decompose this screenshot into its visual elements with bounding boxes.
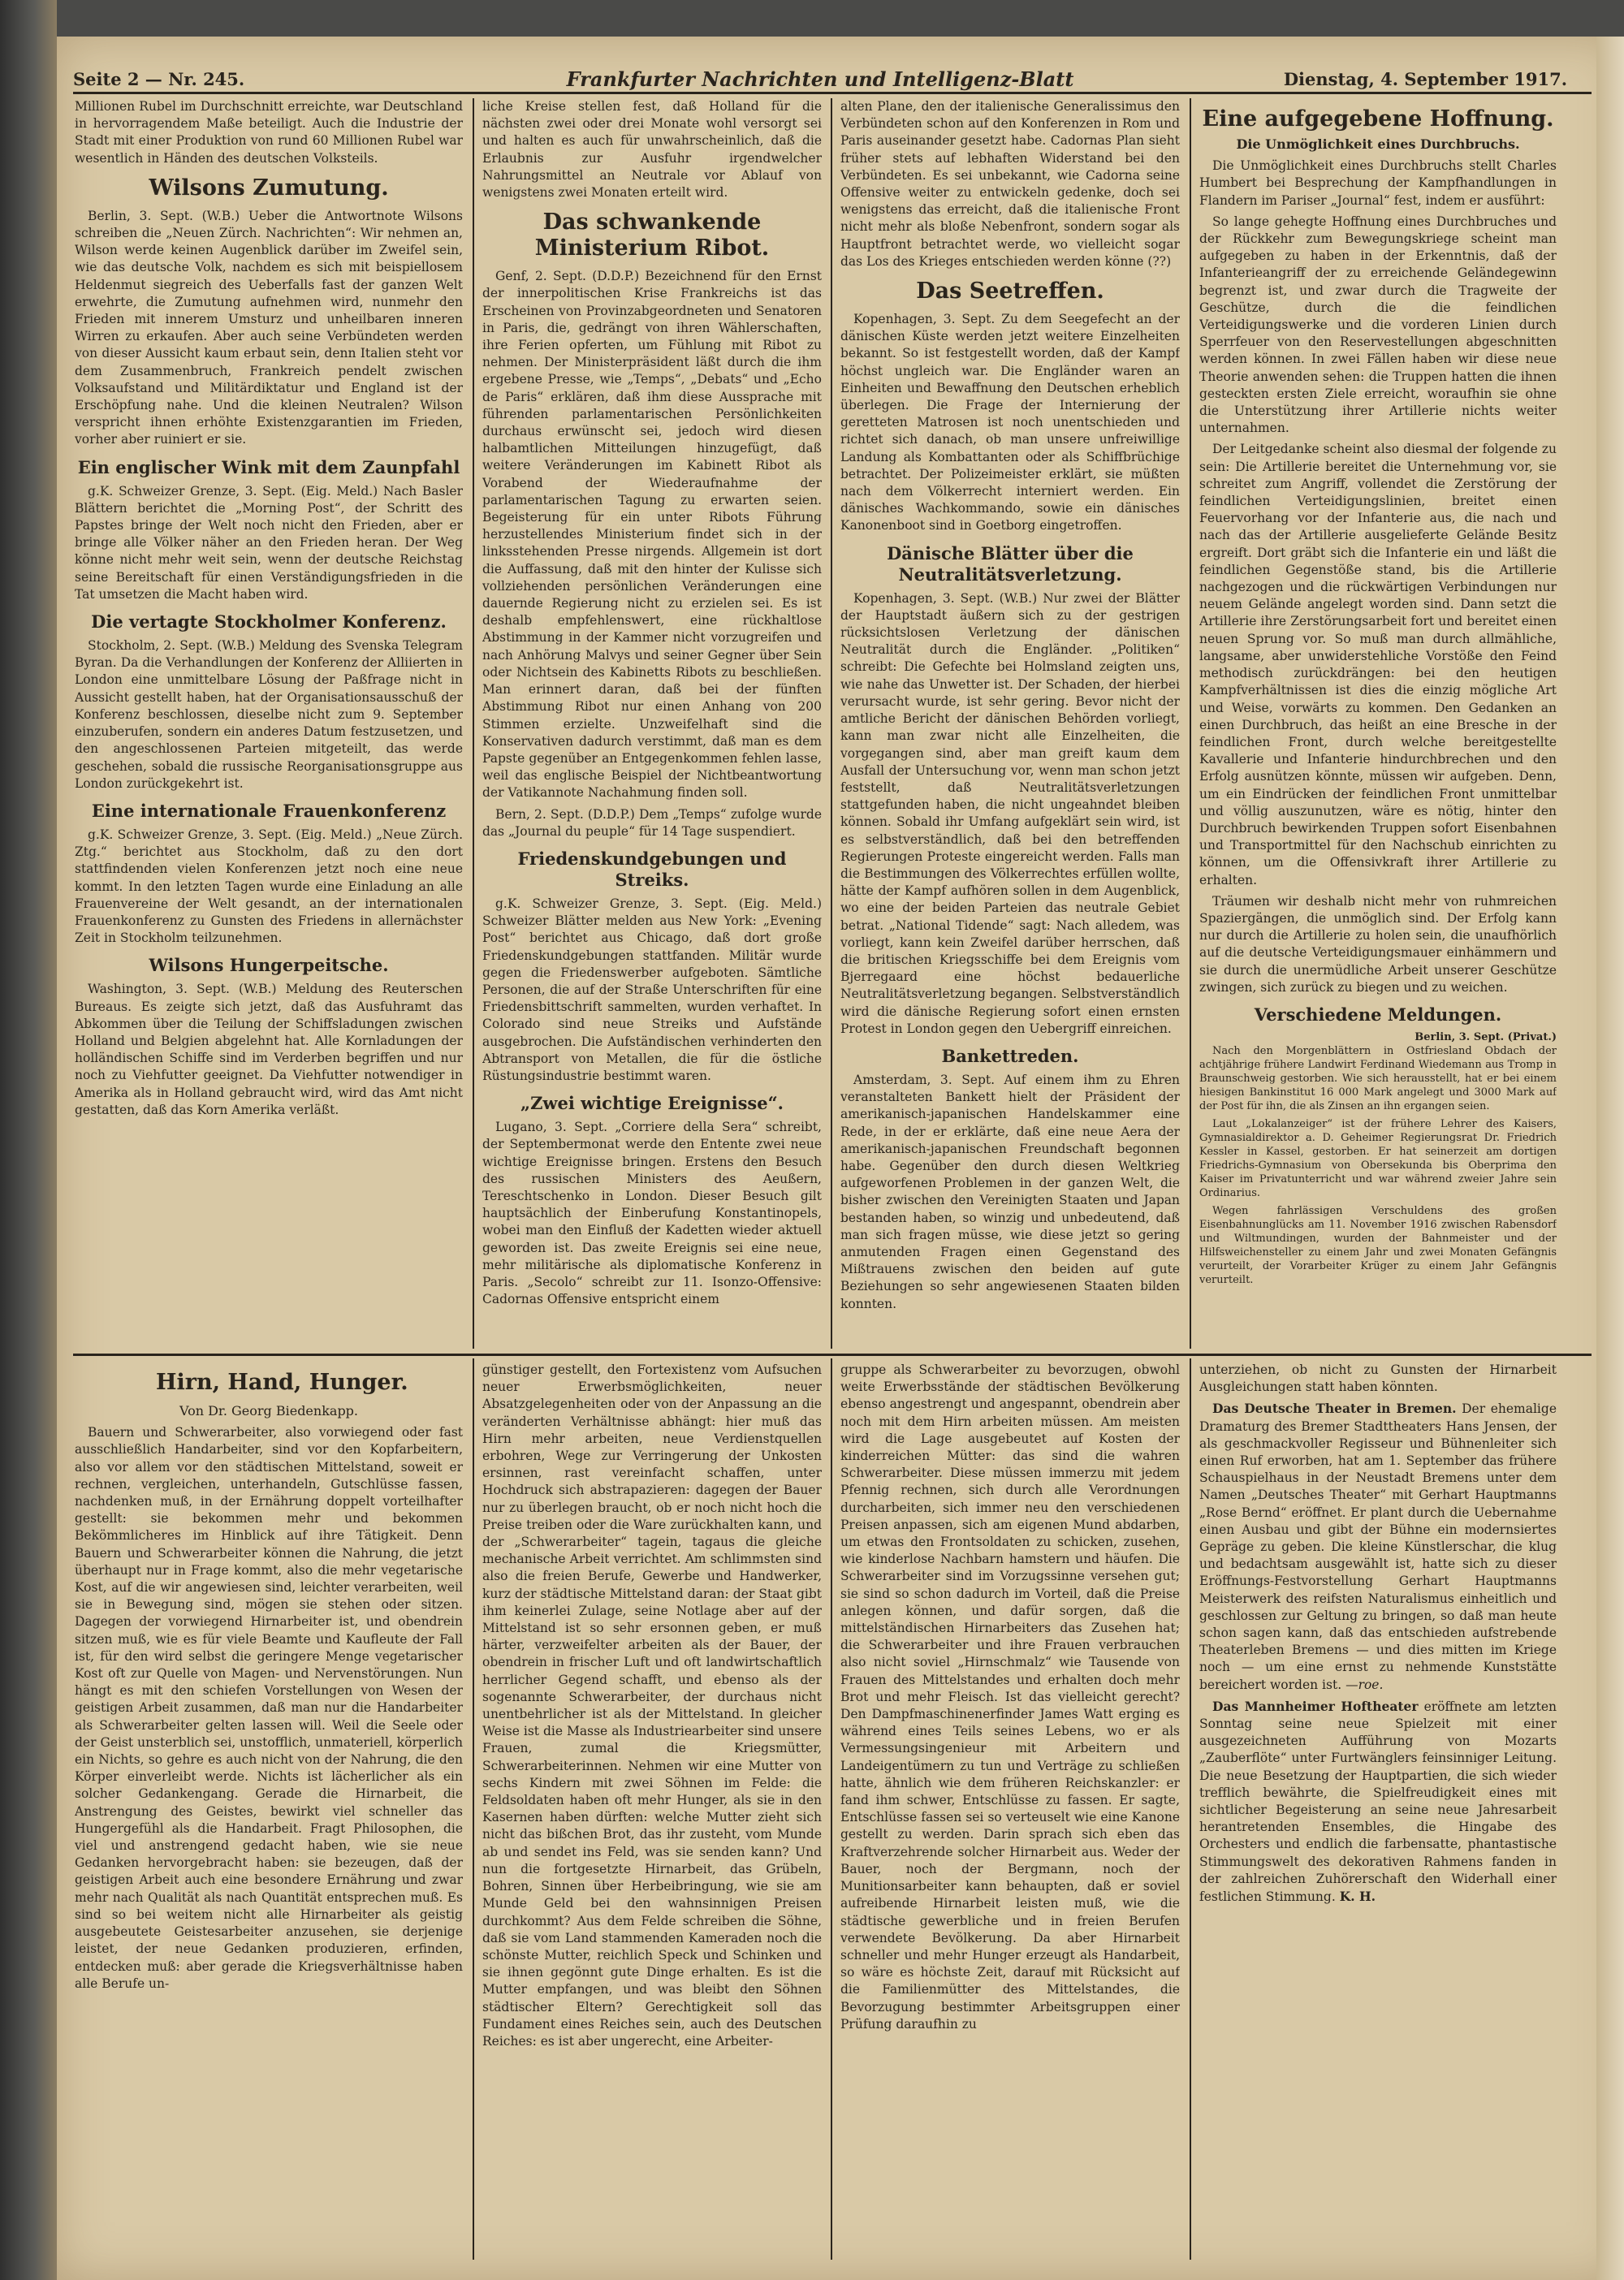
col2-intro: liche Kreise stellen fest, daß Holland für die nächsten zwei oder drei Monate wohl versorgt sei und halten es auch für unwahrscheinlich, daß die Erlaubnis zur Ausfuhr irgendwelcher Nahrungsmittel an Neutrale vor Ablauf von wenigstens zwei Monaten erteilt wird.: [482, 99, 822, 201]
column-4: [1199, 98, 1557, 1349]
binding-spine: [0, 0, 57, 2280]
article-hoffnung-p1: So lange gehegte Hoffnung eines Durchbruches und der Rückkehr zum Bewegungskriege scheint man aufgegeben zu haben in der Erkenntnis, daß der Infanterieangriff der zu erreichende Geländegewinn begrenzt ist, und zwar durch die Tragweite der Geschütze, durch die die feindlichen Verteidigungswerke und die vorderen Linien durch Sperrfeuer von den Reservestellungen abgeschnitten werden können. In zwei Fällen haben wir diese neue Theorie anwenden sehen: die Truppen hatten die ihnen gesteckten ersten Ziele erreicht, woraufhin sie ohne die Unterstützung ihrer Artillerie nichts weiter unternahmen.: [1199, 214, 1557, 436]
feuilleton-rule: [73, 1354, 1592, 1356]
article-daenische-blaetter: Kopenhagen, 3. Sept. (W.B.) Nur zwei der Blätter der Hauptstadt äußern sich zu der gestrigen rücksichtslosen Verletzung der dänischen Neutralität durch die Engländer. „Politiken“ schreibt: Die Gefechte bei Holmsland zeigten uns, wie nahe das Unwetter ist. Der Schaden, der hierbei verursacht wurde, ist sehr gering. Bevor nicht der amtliche Bericht der dänischen Behörden vorliegt, kann man zwar nicht alle Einzelheiten, die vorgegangen sind, aber man greift kaum dem Ausfall der Untersuchung vor, wenn man schon jetzt feststellt, daß Neutralitätsverletzungen stattgefunden haben, die nicht ungeahndet bleiben können. Sobald ihr Umfang aufgeklärt sein wird, ist es selbstverständlich, daß bei den betreffenden Regierungen Proteste eingereicht werden. Falls man die Bestimmungen des Völkerrechtes erfüllen wollte, hätte der Kampf aufhören sollen in dem Augenblick, wo eine der beiden Parteien das neutrale Gebiet betrat. „National Tidende“ sagt: Nach alledem, was vorliegt, kann kein Zweifel darüber herrschen, daß die britischen Kriegsschiffe bei dem Ereignis vom Bjerregaard eine höchst bedauerliche Neutralitätsverletzung begangen. Selbstverständlich wird die dänische Regierung sofort einen ernsten Protest in London gegen den Uebergriff einreichen.: [840, 590, 1180, 1036]
mannheim-text: eröffnete am letzten Sonntag seine neue Spielzeit mit einer ausgezeichneten Aufführung von Mozarts „Zauberflöte“ unter Furtwänglers feinsinniger Leitung. Die neue Besetzung der Hauptpartien, die sich wieder trefflich bewährte, die Spielfreudigkeit eines mit sichtlicher Begeisterung an seine neue Jahresarbeit herantretenden Ensembles, die Hingabe des Orchesters und endlich die farbensatte, phantastische Stimmungswelt des dekorativen Rahmens fanden in der zahlreichen Zuhörerschaft den Widerhall einer festlichen Stimmung.: [1199, 1699, 1557, 1905]
headline-seetreffen: Das Seetreffen.: [916, 279, 1104, 304]
column-rule-2: [831, 98, 832, 1349]
page-header: [73, 69, 1567, 93]
feuilleton-text-3: gruppe als Schwerarbeiter zu bevorzugen, obwohl weite Erwerbsstände der städtischen Bevölkerung ebenso angestrengt und angespannt, obendrein aber noch mit dem Hirn arbeiten müssen. Am meisten wird die Lage ausgebeutet auf Kosten der kinderreichen Mütter: das sind die wahren Schwerarbeiter. Diese müssen immerzu mit jedem Pfennig rechnen, sich durch alle Verordnungen durcharbeiten, sich immer neu den verschiedenen Preisen anpassen, sich am eigenen Mund abdarben, um etwas den Frontsoldaten zu schicken, zusehen, wie kinderlose Nachbarn hamstern und häufen. Die Schwerarbeiter sind im Vorzugssinne versehen gut; sie sind so schon dadurch im Vorteil, daß die Preise anlegen können, und dafür sorgen, daß die mittelständischen Hirnarbeiters das Zusehen hat; die Schwerarbeiter und ihre Frauen verbrauchen also nicht soviel „Hirnschmalz“ wie Tausende von Frauen des Mittelstandes und erhalten doch mehr Brot und mehr Fleisch. Ist das vielleicht gerecht? Den Dampfmaschinenerfinder James Watt erging es während eines Teils seines Lebens, wo er als Vermessungsingenieur mit Arbeitern und Landeigentümern zu tun und Verträge zu schließen hatte, ähnlich wie dem früheren Reichskanzler: er fand ihm schwer, Entschlüsse zu fassen. Er sagte, Entschlüsse fassen sei so verteuselt wie eine Kanone gestellt zu werden. Darin sprach sich eben das Kraftverzehrende solcher Hirnarbeit aus. Weder der Bauer, noch der Bergmann, noch der Munitionsarbeiter kann behaupten, daß er soviel aufreibende Hirnarbeit leisten muß, wie die städtische gewerbliche und in freien Berufen verwendete Bevölkerung. Da aber Hirnarbeit schneller und mehr Hunger erzeugt als Handarbeit, so wäre es höchste Zeit, darauf mit Rücksicht auf die Familienmütter des Mittelstandes, die Bevorzugung bestimmter Arbeitsgruppen einer Prüfung daraufhin zu: [840, 1362, 1180, 2032]
column-rule-6: [1190, 1358, 1191, 2260]
feuilleton-byline: Von Dr. Georg Biedenkapp.: [179, 1403, 359, 1419]
column-rule-5: [831, 1358, 832, 2260]
article-hoffnung-p3: Träumen wir deshalb nicht mehr von ruhmreichen Spaziergängen, die unmöglich sind. Der Erfolg kann nur durch die Artillerie zu holen sein, die unaufhörlich auf die deutsche Verteidigungsmauer einhämmern und sie durch die unermüdliche Arbeit unserer Geschütze zwingen, sich zurück zu biegen und zu weichen.: [1199, 893, 1557, 995]
headline-ministerium-ribot: Das schwankende Ministerium Ribot.: [534, 209, 770, 261]
col3-intro: alten Plane, den der italienische Generalissimus den Verbündeten schon auf den Konferenzen in Rom und Paris auseinander gesetzt habe. Cadornas Plan sieht früher stets auf lebhaften Widerstand bei den Verbündeten. Es sei unbekannt, wie Cadorna seine Offensive weiter zu entwickeln gedenke, doch sei wenigstens das erreicht, daß die italienische Front nicht mehr als bloße Nebenfront, sondern sogar als Hauptfront betrachtet werde, wo vielleicht sogar das Los des Krieges entschieden werden könne (??): [840, 99, 1180, 269]
newspaper-page: [57, 37, 1624, 2280]
headline-wilsons-zumutung: Wilsons Zumutung.: [149, 175, 389, 201]
theater-bremen-sign: —roe.: [1345, 1677, 1384, 1692]
feuilleton-column-4: [1199, 1362, 1557, 2255]
dateline-berlin: Berlin, 3. Sept. (Privat.): [1415, 1030, 1557, 1043]
headline-hungerpeitsche: Wilsons Hungerpeitsche.: [149, 955, 389, 976]
article-zwei-ereignisse: Lugano, 3. Sept. „Corriere della Sera“ schreibt, der Septembermonat werde den Entente zwei neue wichtige Ereignisse bringen. Erstens den Besuch des russischen Ministers des Aeußern, Tereschtschenko in London. Dieser Besuch gilt hauptsächlich der Einberufung Konstantinopels, wobei man den Einfluß der Kadetten wieder aktuell geworden ist. Das zweite Ereignis sei eine neue, mehr militärische als diplomatische Konferenz in Paris. „Secolo“ schreibt zur 11. Isonzo-Offensive: Cadornas Offensive entspricht einem: [482, 1120, 822, 1307]
article-stockholmer-konferenz: Stockholm, 2. Sept. (W.B.) Meldung des Svenska Telegram Byran. Da die Verhandlungen der Konferenz der Alliierten in London eine unmittelbare Lösung der Paßfrage nicht in Aussicht gestellt haben, hat der Organisationsausschuß der Konferenz beschlossen, dieselbe nicht zum 9. September einzuberufen, sondern ein anderes Datum festzusetzen, und den angeschlossenen Parteien mitgeteilt, das werde geschehen, sobald die russische Reorganisationsgruppe aus London zurückgekehrt ist.: [75, 638, 463, 791]
feuilleton-text-4: unterziehen, ob nicht zu Gunsten der Hirnarbeit Ausgleichungen statt haben könnten.: [1199, 1362, 1557, 1395]
feuilleton-column-2: [482, 1362, 822, 2255]
meldung-3: Wegen fahrlässigen Verschuldens des großen Eisenbahnunglücks am 11. November 1916 zwischen Rabensdorf und Wiltmundingen, wurden der Bahnmeister und der Hilfsweichensteller zu einem Jahr und zwei Monaten Gefängnis verurteilt, der Vorarbeiter Krüger zu einem Jahr Gefängnis verurteilt.: [1199, 1204, 1557, 1286]
feuilleton-column-3: [840, 1362, 1180, 2255]
article-journal-du-peuple: Bern, 2. Sept. (D.D.P.) Dem „Temps“ zufolge wurde das „Journal du peuple“ für 14 Tage suspendiert.: [482, 806, 822, 839]
feuilleton-column-1: [75, 1362, 463, 2255]
headline-stockholmer-konferenz: Die vertagte Stockholmer Konferenz.: [91, 611, 447, 633]
article-hoffnung-p2: Der Leitgedanke scheint also diesmal der folgende zu sein: Die Artillerie bereitet die Unternehmung vor, sie schreitet zum Angriff, vollendet die Zerstörung der feindlichen Verteidigungslinien, breitet einen Feuervorhang vor der Infanterie aus, die nach und nach das der Artillerie ausgelieferte Gelände Besitz ergreift. Dort gräbt sich die Infanterie ein und läßt die feindlichen Gegenstöße stand, bis die Artillerie nachgezogen und die rückwärtigen Verbindungen nur neuem Gelände angelegt worden sind. Dann setzt die Artillerie ihre Zerstörungsarbeit fort und bereitet einen neuen Sprung vor. So muß man durch allmähliche, langsame, aber unwiderstehliche Vorstöße den Feind methodisch zurückdrängen: bei den heutigen Kampfverhältnissen ist dies die einzig mögliche Art und Weise, vorwärts zu kommen. Den Gedanken an einen Durchbruch, das heißt an eine Bresche in der feindlichen Front, durch welche bereitgestellte Kavallerie und Infanterie hindurchbrechen und den Erfolg ausnützen könnte, müssen wir aufgeben. Denn, um ein Eindrücken der feindlichen Front unmittelbar und völlig auszunutzen, wäre es nötig, hinter den Durchbruch bewirkenden Truppen sofort Eisenbahnen und Transportmittel für den Nachschub einrichten zu können, um die Offensivkraft ihrer Artillerie zu erhalten.: [1199, 442, 1557, 887]
headline-daenische-blaetter: Dänische Blätter über die Neutralitätsverletzung.: [887, 542, 1134, 585]
column-2: [482, 98, 822, 1349]
column-rule-3: [1190, 98, 1191, 1349]
theater-bremen-item: [1199, 1400, 1557, 1693]
article-wilsons-zumutung: Berlin, 3. Sept. (W.B.) Ueber die Antwortnote Wilsons schreiben die „Neuen Zürch. Nachrichten“: Wir nehmen an, Wilson werde keinen Augenblick darüber im Zweifel sein, wie das deutsche Volk, nachdem es sich mit beispiellosem Heldenmut siegreich des Ueberfalls fast der ganzen Welt erwehrte, die Zumutung aufnehmen wird, nunmehr den Frieden mit innerem Umsturz und unheilbaren inneren Wirren zu erkaufen. Aber auch seine Verbündeten werden von dieser Aussicht kaum erbaut sein, denn Italien steht vor dem Zusammenbruch, Frankreich pendelt zwischen Volksaufstand und Militärdiktatur und England ist der Erschöpfung nahe. Und die kleinen Neutralen? Wilson verspricht ihnen erhöhte Existenzgarantien im Frieden, vorher aber ruiniert er sie.: [75, 208, 463, 447]
col1-intro: Millionen Rubel im Durchschnitt erreichte, war Deutschland in hervorragendem Maße beteiligt. Auch die Industrie der Stadt mit einer Produktion von rund 60 Millionen Rubel war wesentlich in Händen des deutschen Volksteils.: [75, 99, 463, 166]
newspaper-name: Frankfurter Nachrichten und Intelligenz-Blatt: [566, 67, 1074, 91]
headline-frauenkonferenz: Eine internationale Frauenkonferenz: [91, 800, 447, 821]
headline-englischer-wink: Ein englischer Wink mit dem Zaunpfahl: [77, 456, 460, 477]
feuilleton-text-1: Bauern und Schwerarbeiter, also vorwiegend oder fast ausschließlich Handarbeiter, sind vor den Kopfarbeitern, also vor allem vor den städtischen Mittelstand, soweit er rechnen, vergleichen, unterhandeln, Gutschlüsse fassen, nachdenken muß, in der Ernährung doppelt vorteilhafter gestellt: sie bekommen mehr und bekommen Bekömmlicheres im Hinblick auf ihre Tätigkeit. Denn Bauern und Schwerarbeiter können die Nahrung, die jetzt überhaupt nur in Frage kommt, also die mehr vegetarische Kost, auf die wir angewiesen sind, leichter verarbeiten, weil sie in Bewegung sind, mögen sie stehen oder sitzen. Dagegen der vorwiegend Hirnarbeiter ist, und obendrein sitzen muß, wie es für viele Beamte und Kaufleute der Fall ist, für den wird selbst die geringere Menge vegetarischer Kost oft zur Quelle von Magen- und Nervenstörungen. Nun hängt es mit den schiefen Vorstellungen von Wesen der geistigen Arbeit zusammen, daß man nur die Handarbeiter als Schwerarbeiter gelten lassen will. Weil die Seele oder der Geist unsterblich sei, unstofflich, unmateriell, körperlich ein Nichts, so gehre es auch nicht von der Nahrung, die den Körper einverleibt werde. Nichts ist lächerlicher als ein solcher Gedankengang. Gerade die Hirnarbeit, die Anstrengung des Geistes, bewirkt viel schneller das Hungergefühl als die Handarbeit. Fragt Philosophen, die viel und anstrengend gedacht haben, wie sie neue Gedanken hervorgebracht haben: sie bezeugen, daß der geistigen Arbeit auch eine besondere Ernährung und zwar mehr nach Qualität als nach Quantität entsprechen muß. Es sind so bei weitem nicht alle Hirnarbeiter als geistig ausgebeutete Geistesarbeiter anzusehen, sie derjenige leistet, der neue Gedanken produzieren, erfinden, entdecken muß: aber gerade die Kriegsverhältnisse haben alle Berufe un-: [75, 1425, 463, 1991]
feuilleton-text-2: günstiger gestellt, den Fortexistenz vom Aufsuchen neuer Erwerbsmöglichkeiten, neuer Absatzgelegenheiten oder von der Anpassung an die veränderten Verhältnisse abhängt: hier muß das Hirn mehr arbeiten, neue Verdienstquellen erbohren, Wege zur Verringerung der Unkosten ersinnen, rast vereinfacht schaffen, unter Hochdruck sich abstrapazieren: dagegen der Bauer nur zu überlegen braucht, ob er noch nicht hoch die Preise treiben oder die Ware zurückhalten kann, und der „Schwerarbeiter“ tagein, tagaus die gleiche mechanische Arbeit verrichtet. Am schlimmsten sind also die freien Berufe, Gewerbe und Handwerker, kurz der städtische Mittelstand daran: der Staat gibt ihm keinerlei Zulage, seine Notlage aber auf der Mittelstand ist so sehr ersonnen geben, er muß härter, verzweifelter arbeiten als der Bauer, der obendrein in frischer Luft und oft landwirtschaftlich herrlicher Gegend schafft, und ebenso als der sogenannte Schwerarbeiter, der durchaus nicht unentbehrlicher ist als der Mittelstand. In gleicher Weise ist die Masse als Industriearbeiter sind unsere Frauen, zumal die Kriegsmütter, Schwerarbeiterinnen. Nehmen wir eine Mutter von sechs Kindern mit zwei Söhnen im Felde: die Feldsoldaten haben oft mehr Hunger, als sie in den Kasernen haben dürften: welche Mutter zieht sich nicht das bißchen Brot, das ihr zusteht, vom Munde ab und sendet ins Feld, was sie senden kann? Und nun die fortgesetzte Hirnarbeit, das Grübeln, Bohren, Sinnen über Herbeibringung, wie sie am Munde Geld bei den wahnsinnigen Preisen durchkommt? Aus dem Felde schreiben die Söhne, daß sie vom Land stammenden Kameraden noch die schönste Mutter, reichlich Speck und Schinken und sie ihnen gegönnt gute Dinge erhalten. Es ist die Mutter empfangen, und was bleibt den Söhnen städtischer Eltern? Gerechtigkeit soll das Fundament eines Reiches sein, auch des Deutschen Reiches: es ist aber ungerecht, eine Arbeiter-: [482, 1362, 822, 2049]
page-number: Seite 2 — Nr. 245.: [73, 69, 245, 89]
headline-friedenskundgebungen: Friedenskundgebungen und Streiks.: [517, 848, 787, 890]
column-3: [840, 98, 1180, 1349]
article-bankettreden: Amsterdam, 3. Sept. Auf einem ihm zu Ehren veranstalteten Bankett hielt der Präsident der amerikanisch-japanischen Handelskammer eine Rede, in der er erklärte, daß eine neue Aera der amerikanisch-japanischen Freundschaft begonnen habe. Gegenüber den durch diesen Weltkrieg aufgeworfenen Problemen in der ganzen Welt, die bisher zwischen den Vereinigten Staaten und Japan bestanden haben, so winzig und unbedeutend, daß man sich fragen müsse, wie diese jetzt so gering anmutenden Fragen einen Gegenstand des Mißtrauens zwischen den beiden auf gute Beziehungen so sehr angewiesenen Staaten bilden konnten.: [840, 1072, 1180, 1311]
headline-verschiedene-meldungen: Verschiedene Meldungen.: [1254, 1004, 1502, 1025]
column-rule-4: [473, 1358, 474, 2260]
headline-bankettreden: Bankettreden.: [941, 1045, 1079, 1066]
issue-date: Dienstag, 4. September 1917.: [1283, 69, 1567, 89]
theater-bremen-title: Das Deutsche Theater in Bremen.: [1212, 1401, 1457, 1417]
meldung-2: Laut „Lokalanzeiger“ ist der frühere Lehrer des Kaisers, Gymnasialdirektor a. D. Geheimer Regierungsrat Dr. Friedrich Kessler in Kassel, gestorben. Er hat seinerzeit am dortigen Friedrichs-Gymnasium von Obersekunda bis Oberprima den Kaiser im Privatunterricht und war während zweier Jahre sein Ordinarius.: [1199, 1117, 1557, 1199]
subheadline-durchbruch: Die Unmöglichkeit eines Durchbruchs.: [1236, 136, 1520, 152]
article-englischer-wink: g.K. Schweizer Grenze, 3. Sept. (Eig. Meld.) Nach Basler Blättern berichtet die „Morning Post“, der Schritt des Papstes bringe der Welt noch nicht den Frieden, aber er bringe alle Völker näher an den Frieden heran. Der Weg könne nicht mehr weit sein, wenn der deutsche Reichstag seine Bereitschaft für einen Verständigungsfrieden in die Tat umsetzen die Macht haben wird.: [75, 483, 463, 602]
meldung-1: Nach den Morgenblättern in Ostfriesland Obdach der achtjährige frühere Landwirt Ferdinand Wiedemann aus Tromp in Braunschweig gestorben. Wie sich herausstellt, hat er bei einem hiesigen Bankinstitut 16 000 Mark angelegt und 3000 Mark auf der Post für ihn, die als Zinsen an ihn ergangen seien.: [1199, 1044, 1557, 1112]
feuilleton-title: Hirn, Hand, Hunger.: [156, 1370, 408, 1395]
mannheim-title: Das Mannheimer Hoftheater: [1212, 1698, 1419, 1714]
mannheim-sign: K. H.: [1339, 1889, 1376, 1905]
article-hungerpeitsche: Washington, 3. Sept. (W.B.) Meldung des Reuterschen Bureaus. Es zeigte sich jetzt, daß das Ausfuhramt das Abkommen über die Teilung der Schiffsladungen zwischen Holland und Belgien abgelehnt hat. Alle Kornladungen der holländischen Schiffe sind im Verderben begriffen und nur noch zu Viehfutter geeignet. Da Viehfutter notwendiger in Amerika als in Holland gebraucht wird, wird das Amt nicht gestatten, daß das Korn Amerika verläßt.: [75, 982, 463, 1117]
next-page-edge: [1596, 37, 1624, 2280]
mannheim-item: [1199, 1698, 1557, 1906]
theater-bremen-text: Der ehemalige Dramaturg des Bremer Stadttheaters Hans Jensen, der als geschmackvoller Regisseur und Bühnenleiter sich einen Ruf erworben, hat am 1. September das frühere Schauspielhaus in der Neustadt Bremens unter dem Namen „Deutsches Theater“ mit Gerhart Hauptmanns „Rose Bernd“ eröffnet. Er plant durch die Uebernahme einen Ausbau und gibt der Bühne ein modernsiertes Gepräge zu geben. Die kleine Künstlerschar, die klug und bedachtsam ausgewählt ist, hatte sich zu dieser Eröffnungs-Festvorstellung Gerhart Hauptmanns Meisterwerk des reifsten Naturalismus einheitlich und geschlossen zur Geltung zu bringen, so daß man heute schon sagen kann, daß das entschieden aufstrebende Theaterleben Bremens — und dies mitten im Kriege noch — um eine ernst zu nehmende Kunststätte bereichert worden ist.: [1199, 1401, 1557, 1692]
article-friedenskundgebungen: g.K. Schweizer Grenze, 3. Sept. (Eig. Meld.) Schweizer Blätter melden aus New York: „Evening Post“ berichtet aus Chicago, daß dort große Friedenskundgebungen stattfanden. Militär wurde gegen die Friedenswerber aufgeboten. Sämtliche Personen, die auf der Straße Unterschriften für eine Friedensbittschrift sammelten, wurden verhaftet. In Colorado sind neue Streiks und Aufstände ausgebrochen. Die Aufständischen verhinderten den Abtransport von Metallen, die für die östliche Rüstungsindustrie bestimmt waren.: [482, 896, 822, 1083]
article-seetreffen: Kopenhagen, 3. Sept. Zu dem Seegefecht an der dänischen Küste werden jetzt weitere Einzelheiten bekannt. So ist festgestellt worden, daß der Kampf höchst ungleich war. Die Engländer waren an Einheiten und Bewaffnung den Deutschen erheblich überlegen. Die Frage der Internierung der geretteten Matrosen ist noch unentschieden und richtet sich danach, ob man unsere unfreiwillige Landung als Kombattanten oder als Schiffbrüchige betrachtet. Der Polizeimeister erklärt, sie müßten nach dem Völkerrecht interniert werden. Ein dänisches Wachkommando, sowie ein dänisches Kanonenboot sind in Goetborg eingetroffen.: [840, 312, 1180, 533]
header-rule: [73, 92, 1592, 94]
article-hoffnung-intro: Die Unmöglichkeit eines Durchbruchs stellt Charles Humbert bei Besprechung der Kampfhandlungen in Flandern im Pariser „Journal“ fest, indem er ausführt:: [1199, 158, 1557, 208]
article-ministerium-ribot: Genf, 2. Sept. (D.D.P.) Bezeichnend für den Ernst der innerpolitischen Krise Frankreichs ist das Erscheinen von Provinzabgeordneten und Senatoren in Paris, die, gedrängt von ihren Wählerschaften, ihre Ferien opferten, um Fühlung mit Ribot zu nehmen. Der Ministerpräsident läßt durch die ihm ergebene Presse, wie „Temps“, „Debats“ und „Echo de Paris“ erklären, daß ihm diese Aussprache mit führenden parlamentarischen Persönlichkeiten durchaus erwünscht sei, jedoch wird diesen halbamtlichen Mitteilungen hinzugefügt, daß weitere Veränderungen im Kabinett Ribot als Vorabend der Wiederaufnahme der parlamentarischen Tagung zu erwarten seien. Begeisterung für ein unter Ribots Führung herzustellendes Ministerium findet sich in der linksstehenden Presse nirgends. Allgemein ist dort die Auffassung, daß mit den hinter der Kulisse sich vollziehenden persönlichen Veränderungen eine dauernde Regierung nicht zu erzielen sei. Es ist deshalb empfehlenswert, eine rückhaltlose Abstimmung in der Kammer nicht vorzugreifen und nach Anhörung Malvys und seiner Gegner über Sein oder Nichtsein des Kabinetts Ribots zu beschließen. Man erinnert daran, daß bei der fünften Abstimmung Ribot nur einen Anhang von 200 Stimmen erzielte. Unzweifelhaft sind die Konservativen dadurch verstimmt, daß man es dem Papste gegenüber an Entgegenkommen fehlen lasse, weil das englische Beispiel der Nichtbeantwortung der Vatikannote Nachahmung finden soll.: [482, 269, 822, 801]
headline-aufgegebene-hoffnung: Eine aufgegebene Hoffnung.: [1202, 106, 1554, 132]
article-frauenkonferenz: g.K. Schweizer Grenze, 3. Sept. (Eig. Meld.) „Neue Zürch. Ztg.“ berichtet aus Stockholm, daß zu den dort stattfindenden vielen Konferenzen jetzt noch eine neue kommt. In den letzten Tagen wurde eine Einladung an alle Frauenvereine der Welt gesandt, an der internationalen Frauenkonferenz zu Gunsten des Friedens in allernächster Zeit in Stockholm teilzunehmen.: [75, 827, 463, 946]
headline-zwei-ereignisse: „Zwei wichtige Ereignisse“.: [520, 1093, 784, 1114]
column-rule-1: [473, 98, 474, 1349]
column-1: [75, 98, 463, 1349]
